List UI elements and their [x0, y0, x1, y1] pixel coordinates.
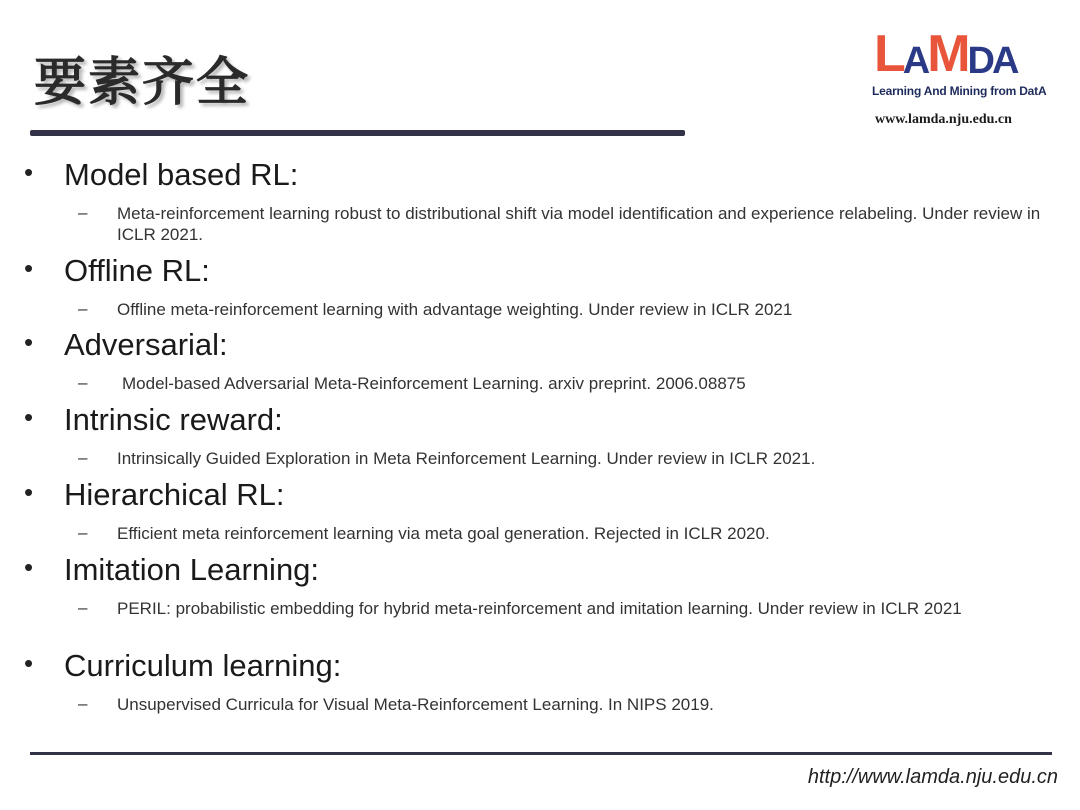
bullet-icon: •	[24, 253, 34, 283]
dash-icon: –	[78, 598, 88, 617]
footer-url: http://www.lamda.nju.edu.cn	[807, 766, 1058, 788]
footer-divider	[30, 752, 1052, 755]
item-reference: Unsupervised Curricula for Visual Meta-Reinforcement Learning. In NIPS 2019.	[117, 695, 714, 714]
item-reference: Intrinsically Guided Exploration in Meta Reinforcement Learning. Under review in ICLR 2021.	[117, 449, 816, 468]
item-heading: Imitation Learning:	[64, 552, 320, 587]
bullet-icon: •	[24, 552, 34, 582]
item-reference: Efficient meta reinforcement learning via meta goal generation. Rejected in ICLR 2020.	[117, 524, 770, 543]
logo-letter-a1: A	[902, 40, 928, 82]
logo-url: www.lamda.nju.edu.cn	[875, 112, 1012, 127]
item-heading: Adversarial:	[64, 327, 228, 362]
item-reference: Meta-reinforcement learning robust to distributional shift via model identification and experience relabeling. Under review in ICLR 2021.	[117, 204, 1041, 244]
lamda-logo	[868, 20, 1058, 132]
item-heading: Hierarchical RL:	[64, 477, 285, 512]
logo-letter-a2: A	[992, 40, 1017, 82]
dash-icon: –	[78, 448, 88, 467]
logo-letter-m: M	[927, 25, 968, 83]
dash-icon: –	[78, 373, 88, 392]
item-reference: Model-based Adversarial Meta-Reinforcement Learning. arxiv preprint. 2006.08875	[122, 374, 746, 393]
slide-title: 要素齐全	[34, 53, 251, 113]
logo-letter-d: D	[967, 40, 992, 82]
bullet-icon: •	[24, 402, 34, 432]
item-heading: Curriculum learning:	[64, 648, 342, 683]
item-reference: PERIL: probabilistic embedding for hybrid meta-reinforcement and imitation learning. Under review in ICLR 2021	[117, 599, 962, 618]
bullet-icon: •	[24, 327, 34, 357]
item-reference: Offline meta-reinforcement learning with advantage weighting. Under review in ICLR 2021	[117, 300, 793, 319]
dash-icon: –	[78, 299, 88, 318]
dash-icon: –	[78, 203, 88, 222]
dash-icon: –	[78, 523, 88, 542]
dash-icon: –	[78, 694, 88, 713]
bullet-icon: •	[24, 648, 34, 678]
bullet-icon: •	[24, 157, 34, 187]
item-heading: Offline RL:	[64, 253, 210, 288]
logo-wordmark	[874, 20, 1017, 83]
logo-tagline: Learning And Mining from DatA	[872, 84, 1047, 98]
item-heading: Intrinsic reward:	[64, 402, 283, 437]
logo-letter-l: L	[874, 25, 903, 83]
item-heading: Model based RL:	[64, 157, 299, 192]
title-underline	[30, 130, 685, 136]
bullet-icon: •	[24, 477, 34, 507]
